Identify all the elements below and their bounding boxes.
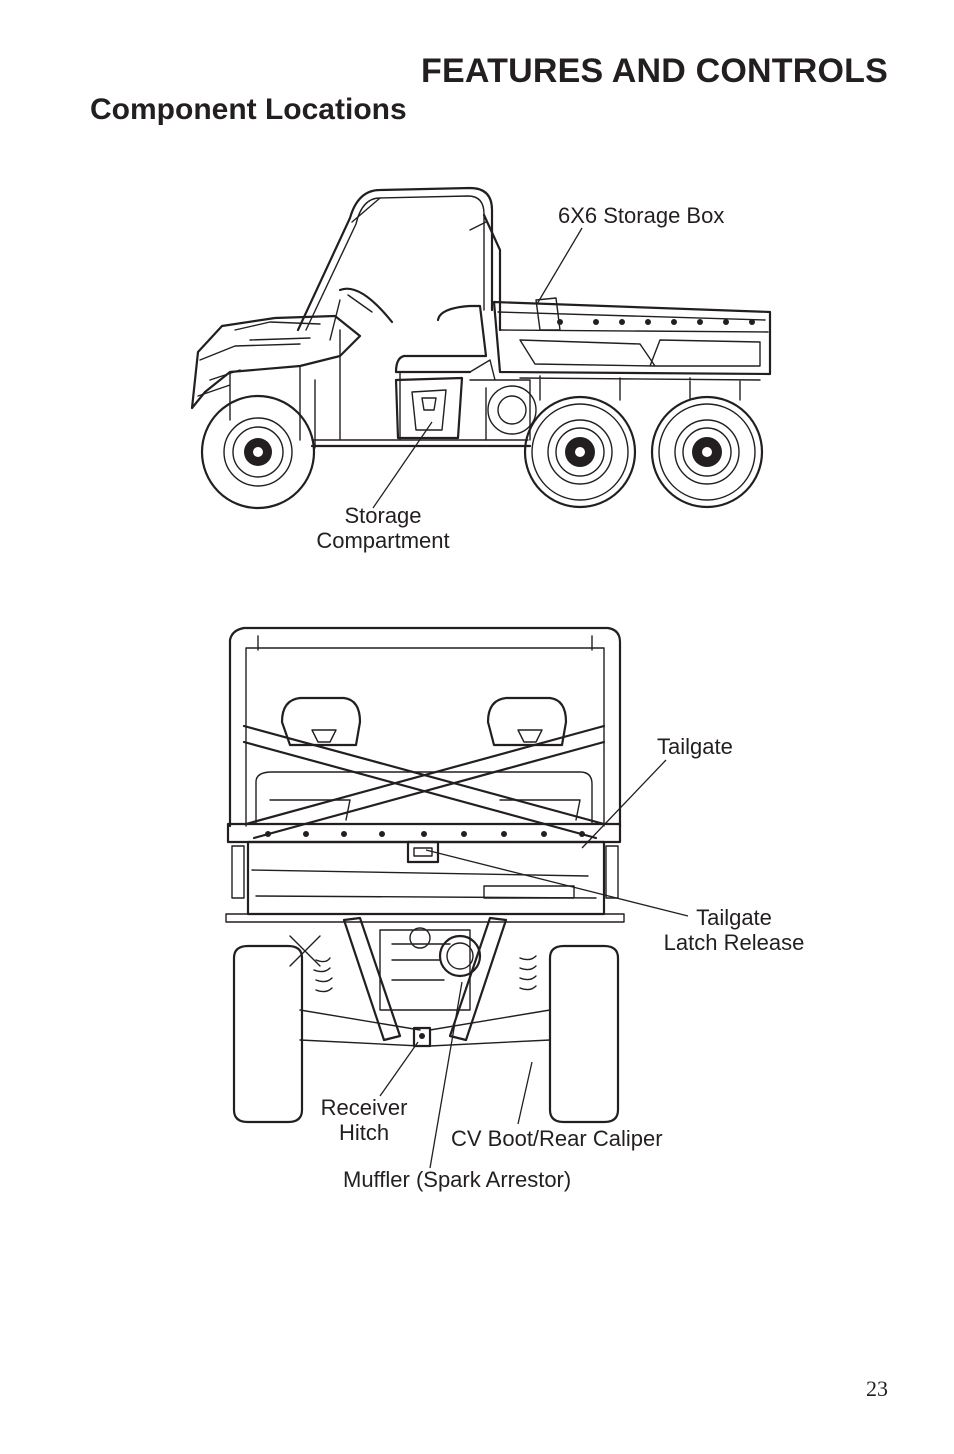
callout-storage-compartment: Storage Compartment — [316, 503, 450, 553]
page-number: 23 — [866, 1376, 888, 1401]
rear-view-vehicle-illustration — [226, 628, 688, 1168]
callout-cv-boot-rear-caliper: CV Boot/Rear Caliper — [451, 1126, 663, 1151]
callout-receiver-hitch: Receiver Hitch — [320, 1095, 408, 1145]
callout-tailgate: Tailgate — [657, 734, 733, 759]
callout-muffler-spark-arrestor: Muffler (Spark Arrestor) — [343, 1167, 572, 1192]
side-view-vehicle-illustration — [192, 188, 770, 508]
rear-wheel-2-drawing — [652, 397, 762, 507]
callout-storage-box: 6X6 Storage Box — [558, 203, 725, 228]
page-heading: Component Locations — [90, 93, 407, 126]
section-title: FEATURES AND CONTROLS — [421, 52, 888, 90]
front-wheel-drawing — [202, 396, 314, 508]
rear-wheel-1-drawing — [525, 397, 635, 507]
callout-tailgate-latch-release: Tailgate Latch Release — [663, 905, 805, 955]
